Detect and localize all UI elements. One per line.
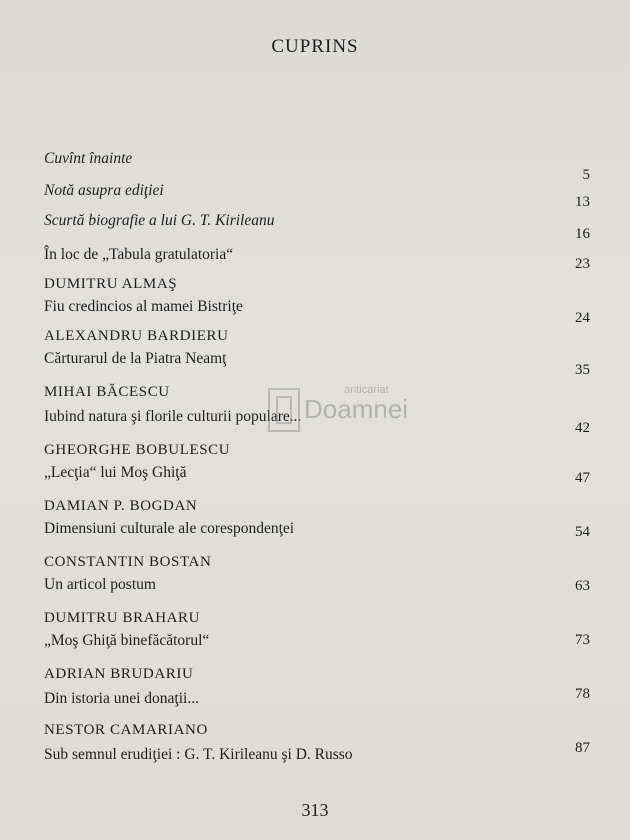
toc-intro-item [44,246,590,272]
toc-author: MIHAI BĂCESCU [44,384,170,400]
toc-entry-title: Un articol postum [44,576,156,593]
toc-entry-title: Iubind natura şi florile culturii populare... [44,408,302,425]
toc-entry [44,298,590,326]
toc-intro-text: Scurtă biografie a lui G. T. Kirileanu [44,212,275,229]
toc-page-number: 23 [575,256,590,272]
toc-entry-title: Sub semnul erudiţiei : G. T. Kirileanu şi D. Russo [44,746,353,763]
toc-page-number: 78 [575,686,590,702]
toc-author: DUMITRU ALMAŞ [44,276,178,292]
toc-page-number: 5 [582,167,590,183]
toc-intro-text: Cuvînt înainte [44,150,133,167]
toc-page-number: 87 [575,740,590,756]
toc-entry [44,520,590,542]
toc-intro-item [44,182,590,210]
toc-entry-title: Din istoria unei donaţii... [44,690,199,707]
toc-entry-title: Cărturarul de la Piatra Neamţ [44,350,227,367]
toc-entry-title: Fiu credincios al mamei Bistriţe [44,298,243,315]
toc-author: ALEXANDRU BARDIERU [44,328,229,344]
toc-entry [44,632,590,654]
toc-author: CONSTANTIN BOSTAN [44,554,212,570]
toc-page-number: 35 [575,362,590,378]
toc-intro-item [44,212,590,242]
toc-page-number: 63 [575,578,590,594]
toc-entry [44,740,590,768]
toc-intro-page-row [44,150,590,183]
toc-entry-title: „Moş Ghiţă binefăcătorul“ [44,632,210,649]
page-title: CUPRINS [271,36,359,57]
toc-intro-text: Notă asupra ediţiei [44,182,164,199]
watermark-small-text: anticariat [344,384,389,396]
watermark-big-text: Doamnei [304,394,409,424]
toc-author: GHEORGHE BOBULESCU [44,442,231,458]
toc-author: NESTOR CAMARIANO [44,722,208,738]
toc-entry-title: Dimensiuni culturale ale corespondenţei [44,520,295,537]
page-number: 313 [301,800,329,820]
toc-page-number: 13 [575,194,590,210]
toc-page-number: 54 [575,524,590,540]
toc-entry [44,464,590,486]
toc-intro-text: În loc de „Tabula gratulatoria“ [44,246,234,263]
toc-author: ADRIAN BRUDARIU [44,666,194,682]
toc-entry-title: „Lecţia“ lui Moş Ghiţă [44,464,187,481]
watermark-logo-inner [276,396,292,424]
toc-entry [44,686,590,712]
toc-page-number: 42 [575,420,590,436]
watermark [268,364,438,434]
toc-page-number: 24 [575,310,590,326]
toc-entry [44,576,590,598]
bleed-through-text [318,2,321,18]
toc-page-number: 73 [575,632,590,648]
toc-page-number: 47 [575,470,590,486]
toc-author: DUMITRU BRAHARU [44,610,201,626]
toc-author: DAMIAN P. BOGDAN [44,498,198,514]
toc-page-number: 16 [575,226,590,242]
